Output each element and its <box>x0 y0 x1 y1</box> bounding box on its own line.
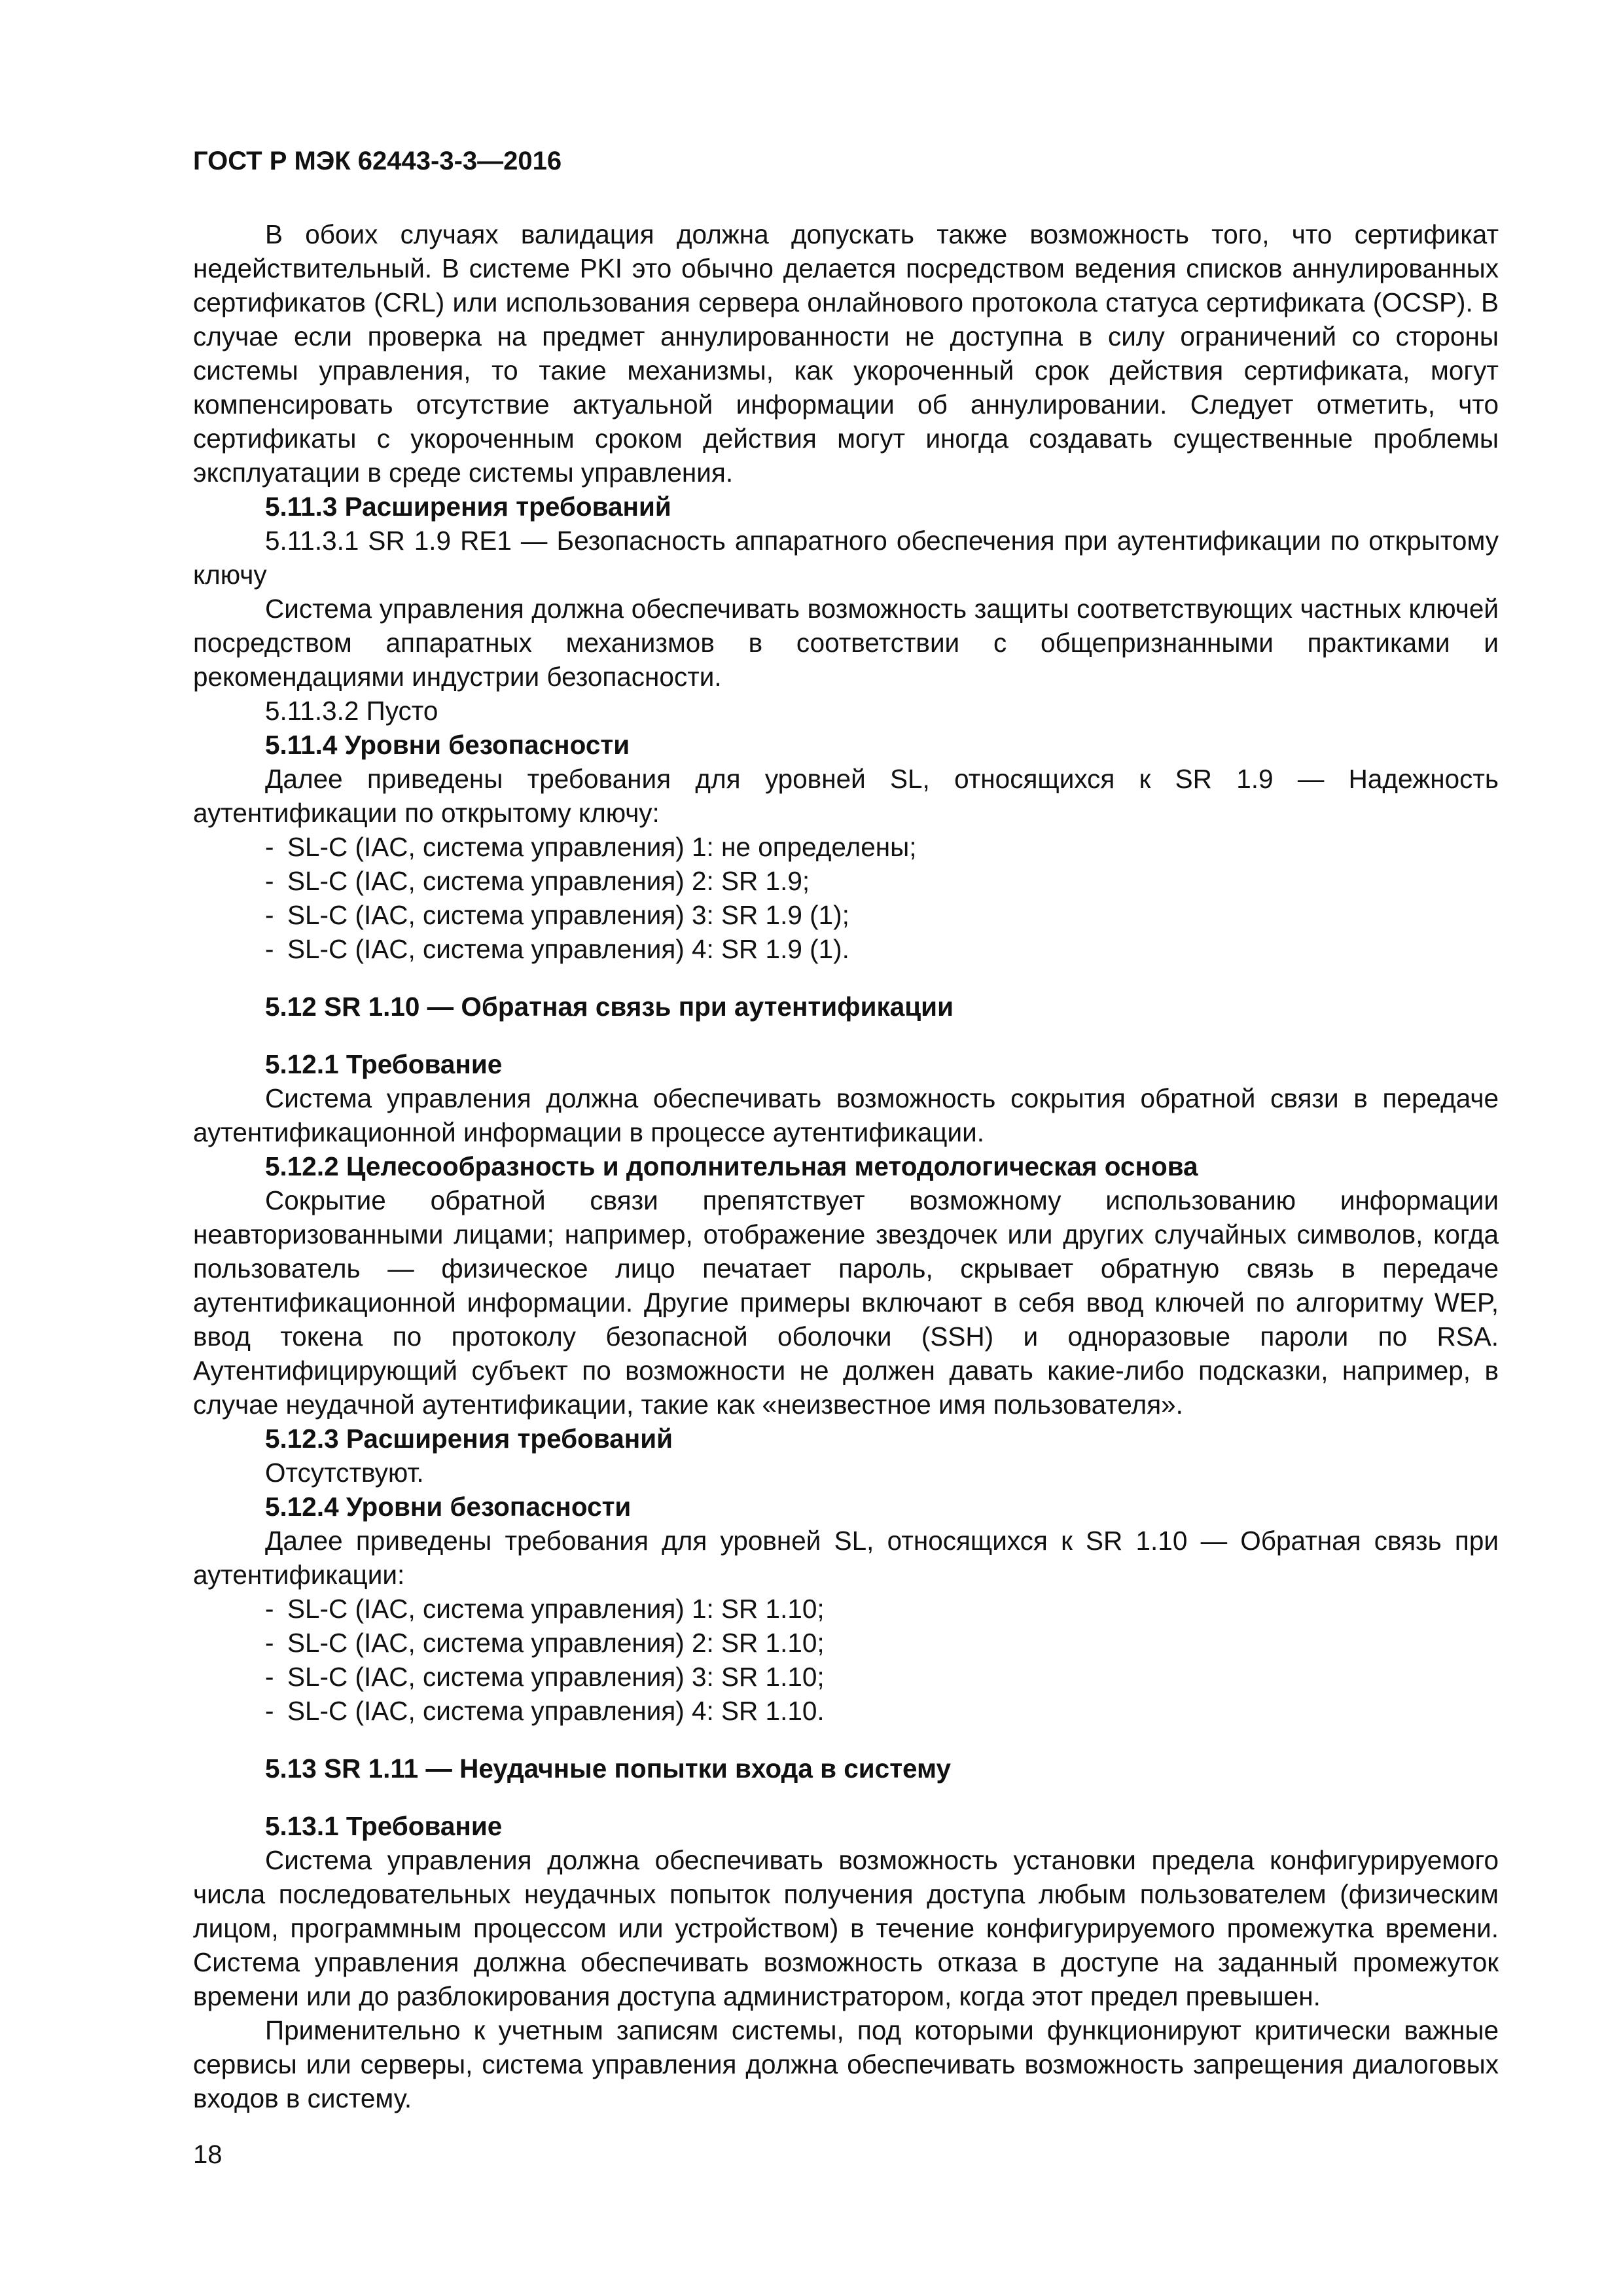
heading-5-11-4: 5.11.4 Уровни безопасности <box>265 730 630 760</box>
list-item-text: SL-C (IAC, система управления) 1: SR 1.10; <box>287 1594 825 1624</box>
heading-5-12-1: 5.12.1 Требование <box>265 1049 503 1079</box>
list-dash: - <box>265 1696 274 1726</box>
list-item <box>265 864 1499 898</box>
sl-list-5-11-4 <box>193 830 1499 966</box>
list-item <box>265 1626 1499 1660</box>
list-item <box>265 932 1499 966</box>
standard-header: ГОСТ Р МЭК 62443-3-3—2016 <box>193 147 562 175</box>
list-item-text: SL-C (IAC, система управления) 4: SR 1.10. <box>287 1696 825 1726</box>
page-number: 18 <box>193 2140 223 2169</box>
document-page <box>193 144 1499 2115</box>
heading-5-13-1: 5.13.1 Требование <box>265 1811 503 1841</box>
list-dash: - <box>265 1594 274 1624</box>
heading-5-11-3: 5.11.3 Расширения требований <box>265 492 671 522</box>
list-item <box>265 1660 1499 1694</box>
list-dash: - <box>265 832 274 862</box>
paragraph-5-11-4: Далее приведены требования для уровней SL, относящихся к SR 1.9 — Надежность аутентификации по открытому ключу: <box>193 764 1499 828</box>
paragraph-5-12-4: Далее приведены требования для уровней SL, относящихся к SR 1.10 — Обратная связь при аутентификации: <box>193 1526 1499 1590</box>
paragraph-certificate-validation: В обоих случаях валидация должна допускать также возможность того, что сертификат недействительный. В системе PKI это обычно делается посредством ведения списков аннулированных сертификатов (CRL) или использования сервера онлайнового протокола статуса сертификата (OCSP). В случае если проверка на предмет аннулированности не доступна в силу ограничений со стороны системы управления, то такие механизмы, как укороченный срок действия сертификата, могут компенсировать отсутствие актуальной информации об аннулировании. Следует отметить, что сертификаты с укороченным сроком действия могут иногда создавать существенные проблемы эксплуатации в среде системы управления. <box>193 219 1499 488</box>
list-item-text: SL-C (IAC, система управления) 3: SR 1.10; <box>287 1662 825 1692</box>
paragraph-5-11-3-1: Система управления должна обеспечивать возможность защиты соответствующих частных ключей посредством аппаратных механизмов в соответствии с общепризнанными практиками и рекомендациями индустрии безопасности. <box>193 594 1499 692</box>
list-dash: - <box>265 934 274 964</box>
list-item <box>265 830 1499 864</box>
clause-5-11-3-1: 5.11.3.1 SR 1.9 RE1 — Безопасность аппаратного обеспечения при аутентификации по открытому ключу <box>193 526 1499 590</box>
list-item-text: SL-C (IAC, система управления) 4: SR 1.9 (1). <box>287 934 849 964</box>
list-item-text: SL-C (IAC, система управления) 2: SR 1.10; <box>287 1628 825 1658</box>
heading-5-12-2: 5.12.2 Целесообразность и дополнительная методологическая основа <box>265 1151 1198 1181</box>
list-item-text: SL-C (IAC, система управления) 3: SR 1.9 (1); <box>287 900 849 930</box>
list-item <box>265 898 1499 932</box>
paragraph-5-12-1: Система управления должна обеспечивать возможность сокрытия обратной связи в передаче аутентификационной информации в процессе аутентификации. <box>193 1083 1499 1147</box>
list-dash: - <box>265 1628 274 1658</box>
section-heading-5-13: 5.13 SR 1.11 — Неудачные попытки входа в систему <box>265 1753 951 1784</box>
list-dash: - <box>265 1662 274 1692</box>
list-item <box>265 1694 1499 1728</box>
paragraph-5-13-1: Система управления должна обеспечивать возможность установки предела конфигурируемого числа последовательных неудачных попыток получения доступа любым пользователем (физическим лицом, программным процессом или устройством) в течение конфигурируемого промежутка времени. Система управления должна обеспечивать возможность отказа в доступе на заданный промежуток времени или до разблокирования доступа администратором, когда этот предел превышен. <box>193 1845 1499 2011</box>
sl-list-5-12-4 <box>193 1592 1499 1728</box>
list-item-text: SL-C (IAC, система управления) 1: не определены; <box>287 832 917 862</box>
clause-5-11-3-2: 5.11.3.2 Пусто <box>265 696 438 726</box>
list-item <box>265 1592 1499 1626</box>
paragraph-5-13-1-accounts: Применительно к учетным записям системы, под которыми функционируют критически важные сервисы или серверы, система управления должна обеспечивать возможность запрещения диалоговых входов в систему. <box>193 2015 1499 2113</box>
list-dash: - <box>265 900 274 930</box>
list-dash: - <box>265 866 274 896</box>
section-heading-5-12: 5.12 SR 1.10 — Обратная связь при аутентификации <box>265 992 954 1022</box>
paragraph-5-12-2: Сокрытие обратной связи препятствует возможному использованию информации неавторизованными лицами; например, отображение звездочек или других случайных символов, когда пользователь — физическое лицо печатает пароль, скрывает обратную связь в передаче аутентификационной информации. Другие примеры включают в себя ввод ключей по алгоритму WEP, ввод токена по протоколу безопасной оболочки (SSH) и одноразовые пароли по RSA. Аутентифицирующий субъект по возможности не должен давать какие-либо подсказки, например, в случае неудачной аутентификации, такие как «неизвестное имя пользователя». <box>193 1185 1499 1420</box>
heading-5-12-4: 5.12.4 Уровни безопасности <box>265 1492 632 1522</box>
paragraph-5-12-3: Отсутствуют. <box>265 1458 424 1488</box>
list-item-text: SL-C (IAC, система управления) 2: SR 1.9; <box>287 866 810 896</box>
heading-5-12-3: 5.12.3 Расширения требований <box>265 1424 673 1454</box>
